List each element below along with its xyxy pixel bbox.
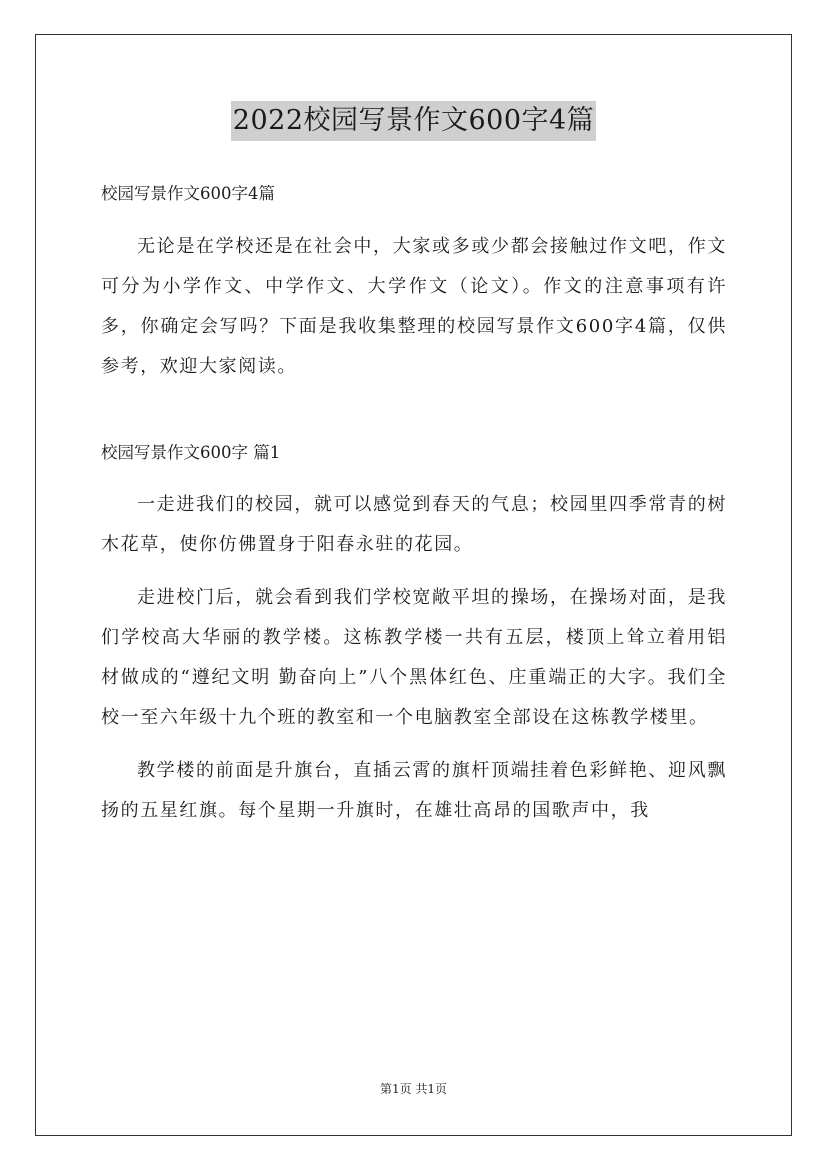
document-body: [101, 175, 727, 831]
body-paragraph: 走进校门后，就会看到我们学校宽敞平坦的操场，在操场对面，是我们学校高大华丽的教学楼。这栋教学楼一共有五层，楼顶上耸立着用铝材做成的“遵纪文明 勤奋向上”八个黑体红色、庄重端正的大字。我们全校一至六年级十九个班的教室和一个电脑教室全部设在这栋教学楼里。: [101, 587, 727, 728]
page-footer: 第1页 共1页: [379, 1082, 448, 1096]
title-container: [0, 101, 827, 141]
body-paragraph: 一走进我们的校园，就可以感觉到春天的气息；校园里四季常青的树木花草，使你仿佛置身于阳春永驻的花园。: [101, 494, 727, 555]
intro-paragraph: 无论是在学校还是在社会中，大家或多或少都会接触过作文吧，作文可分为小学作文、中学作文、大学作文（论文）。作文的注意事项有许多，你确定会写吗？下面是我收集整理的校园写景作文600字4篇，仅供参考，欢迎大家阅读。: [101, 236, 727, 377]
section-heading: 校园写景作文600字 篇1: [101, 443, 281, 462]
body-paragraph: 教学楼的前面是升旗台，直插云霄的旗杆顶端挂着色彩鲜艳、迎风飘扬的五星红旗。每个星期一升旗时，在雄壮高昂的国歌声中，我: [101, 760, 727, 821]
document-title: 2022校园写景作文600字4篇: [231, 101, 596, 141]
subtitle: 校园写景作文600字4篇: [101, 184, 275, 203]
